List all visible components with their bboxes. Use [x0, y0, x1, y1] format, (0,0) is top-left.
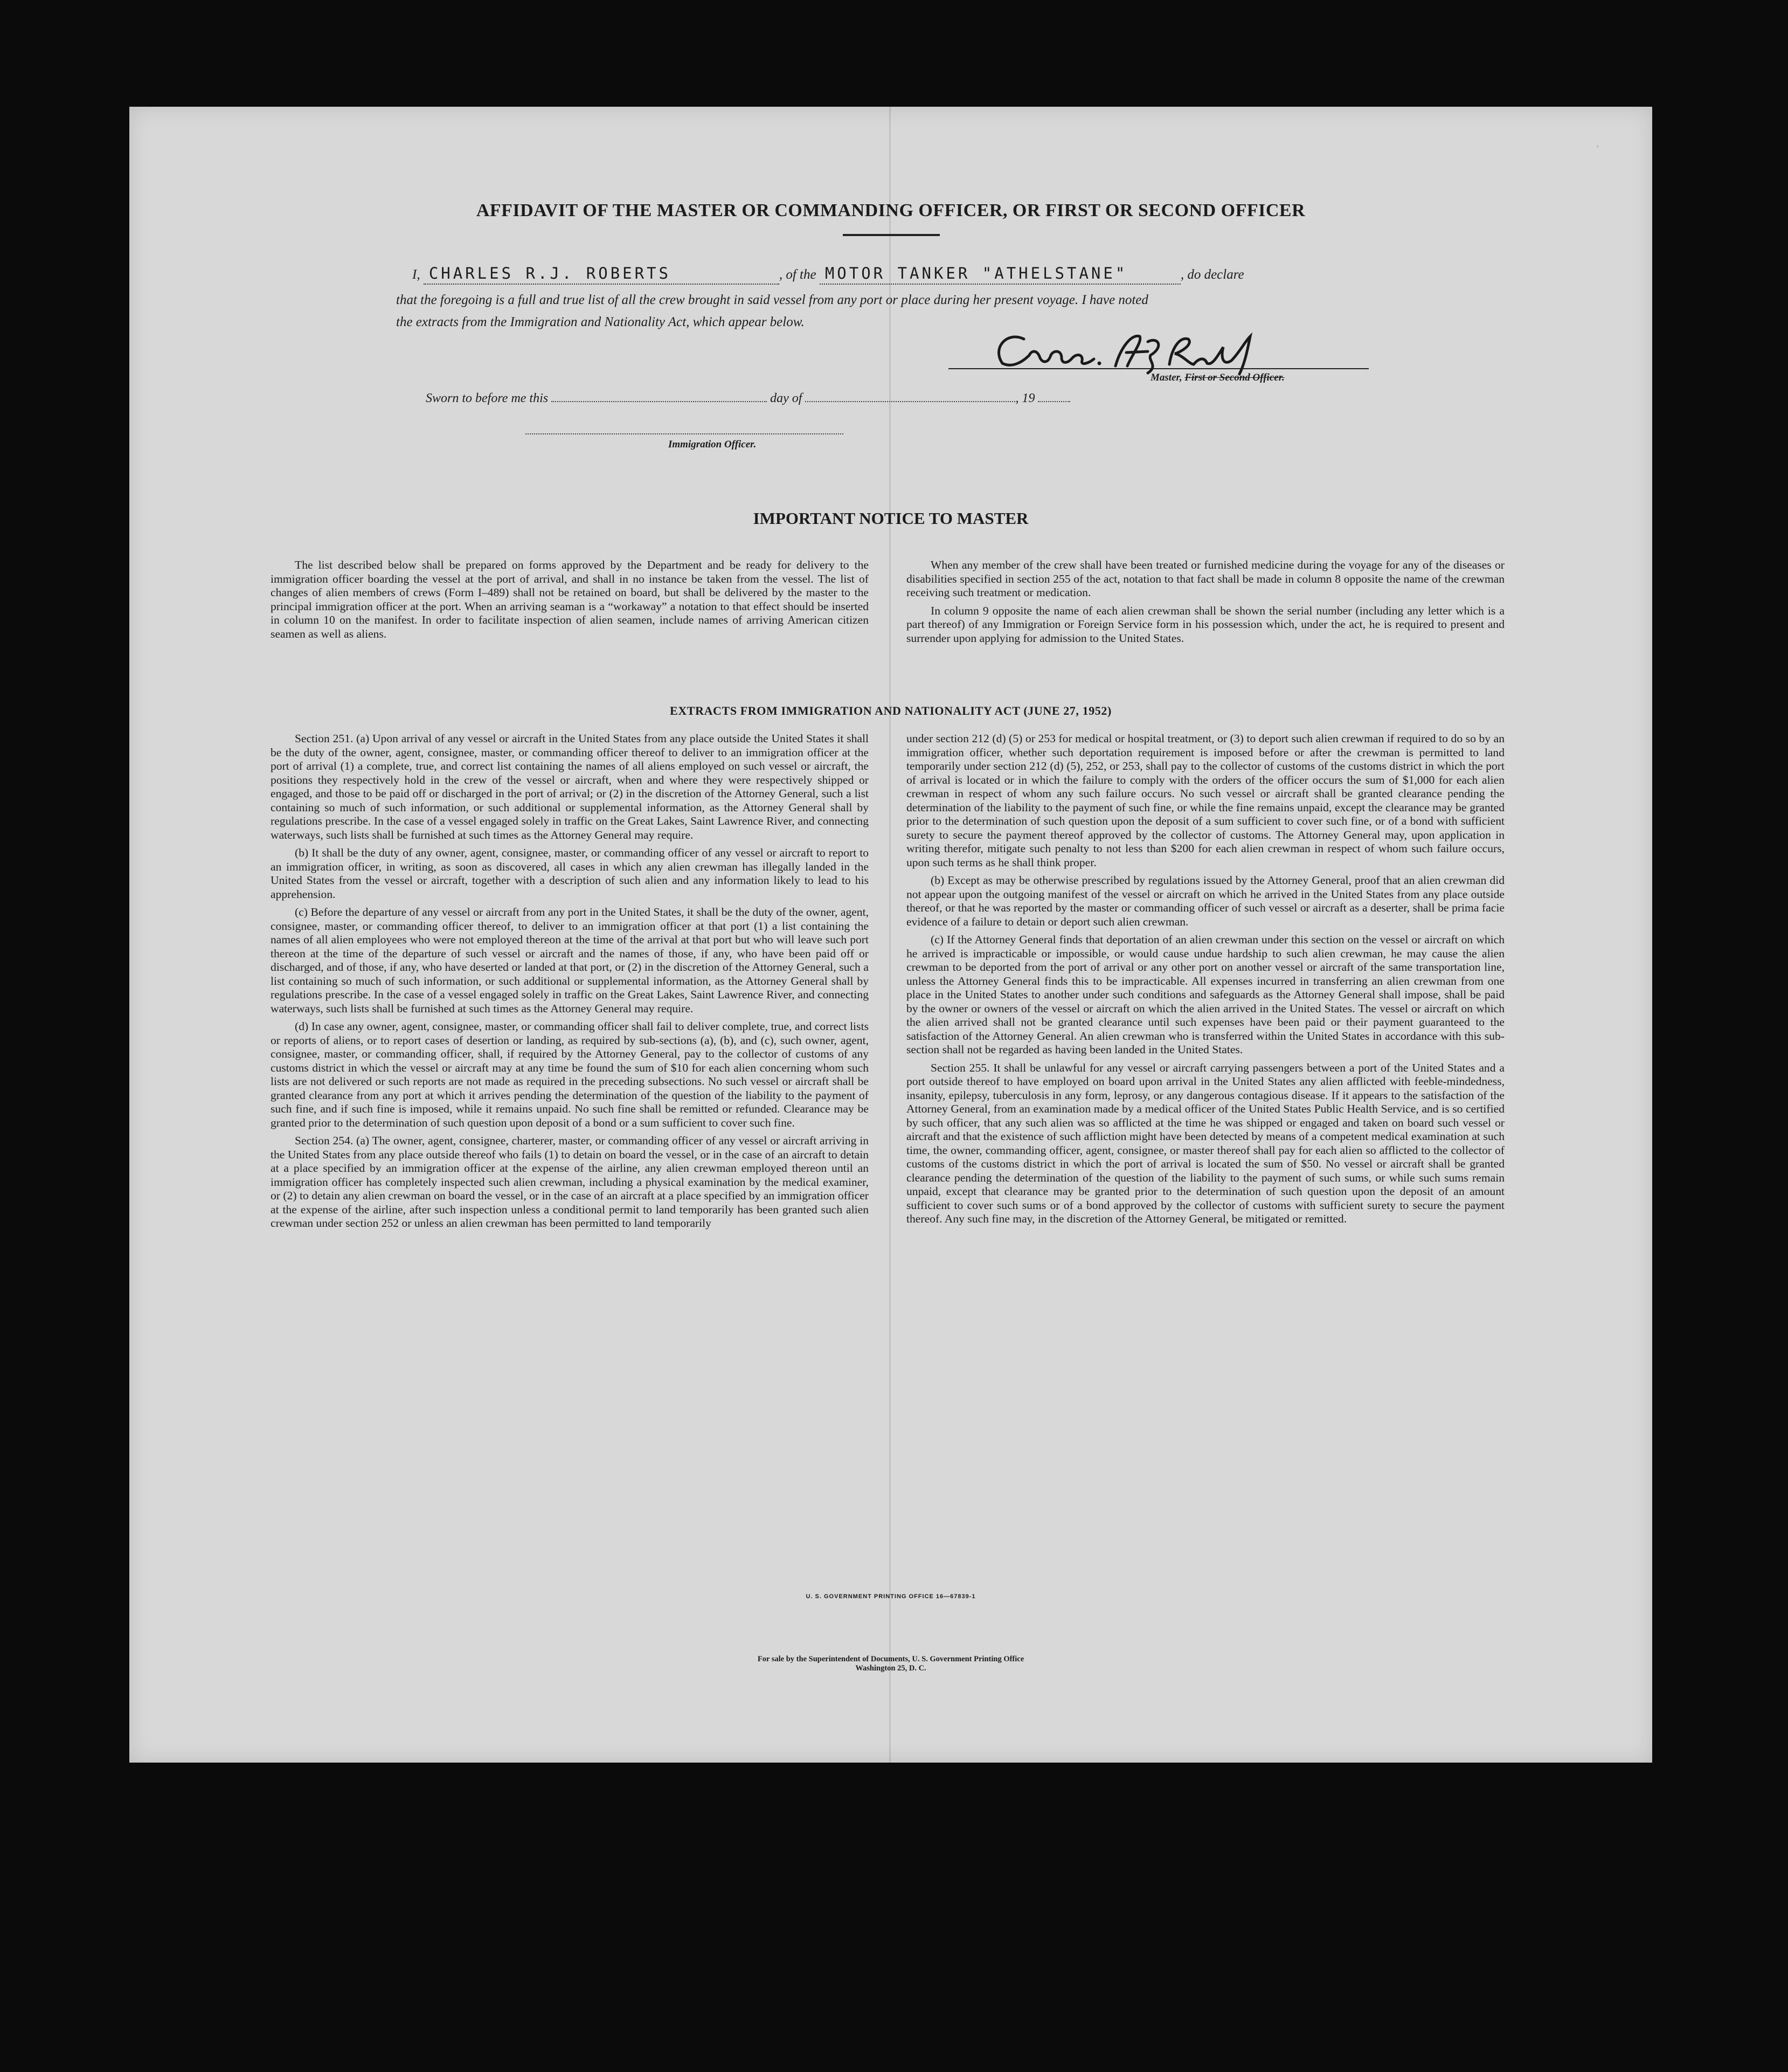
fold-crease	[889, 107, 891, 1763]
for-sale-notice	[129, 1655, 1652, 1673]
master-label-text: Master,	[1151, 372, 1182, 383]
sworn-year-blank	[1038, 391, 1070, 402]
do-declare-label: , do declare	[1180, 267, 1244, 282]
section-paragraph: (b) It shall be the duty of any owner, agent, consignee, master, or commanding officer of any vessel or aircraft to report to an immigration officer, in writing, as soon as discovered, all cases in which any alien crewman has illegally landed in the United States from the vessel or aircraft, together with a description of such alien and any information likely to lead to his apprehension.	[271, 846, 869, 901]
affidavit-title: AFFIDAVIT OF THE MASTER OR COMMANDING OFFICER, OR FIRST OR SECOND OFFICER	[476, 201, 1306, 220]
master-signature	[986, 326, 1266, 379]
section-paragraph: under section 212 (d) (5) or 253 for medical or hospital treatment, or (3) to deport such alien crewman if required to do so by an immigration officer, whether such deportation requirement is imposed before or after the crewman is permitted to land temporarily under section 212 (d) (5), 252, or 253, shall pay to the collector of customs of the customs district in which the port of arrival is located or in which the failure to comply with the orders of the officer occurs the sum of $1,000 for each alien crewman in respect of whom any such failure occurs. No such vessel or aircraft shall be granted clearance pending the determination of the liability to the payment of such fine, or while the fine remains unpaid, except the clearance may be granted prior to the determination of such question upon the deposit of a sum sufficient to cover such fine, or of a bond with sufficient surety to secure the payment thereof approved by the collector of customs. The Attorney General may, upon application in writing therefor, mitigate such penalty to not less than $200 for each alien crewman in respect of whom such failure occurs, upon such terms as he shall think proper.	[906, 732, 1505, 869]
sworn-day-blank	[551, 391, 767, 402]
declaration-line-3: the extracts from the Immigration and Nationality Act, which appear below.	[396, 315, 805, 329]
scan-speck: ·	[1595, 137, 1600, 156]
of-the-label: , of the	[779, 267, 816, 282]
declaration-i: I,	[412, 267, 420, 282]
sworn-prefix: Sworn to before me this	[426, 391, 549, 405]
declaration-line-1	[396, 264, 1447, 285]
notice-left-column	[271, 558, 869, 645]
section-paragraph: (d) In case any owner, agent, consignee, master, or commanding officer shall fail to deliver complete, true, and correct lists or reports of aliens, or to report cases of desertion or landing, as required by sub-sections (a), (b), and (c), such owner, agent, consignee, master, or commanding officer, shall, if required by the Attorney General, pay to the collector of customs of any customs district in which the vessel or aircraft may at any time be found the sum of $10 for each alien concerning whom such lists are not delivered or such reports are not made as required in the preceding subsections. No such vessel or aircraft shall be granted clearance from any port at which it arrives pending the determination of the question of the liability to the payment of such fine, and if such fine is imposed, while it remains unpaid. No such fine shall be remitted or refunded. Clearance may be granted prior to the determination of such question upon deposit of a bond or a sum sufficient to cover such fine.	[271, 1020, 869, 1129]
vessel-name-field: MOTOR TANKER "ATHELSTANE"	[820, 264, 1181, 285]
section-paragraph: Section 251. (a) Upon arrival of any vessel or aircraft in the United States from any place outside the United States it shall be the duty of the owner, agent, consignee, master, or commanding officer thereof to deliver to an immigration officer at the port of arrival (1) a complete, true, and correct list containing the names of all aliens employed on such vessel or aircraft, the positions they respectively hold in the crew of the vessel or aircraft, when and where they were respectively shipped or engaged, and those to be paid off or discharged in the port of arrival; or (2) in the discretion of the Attorney General, such a list containing so much of such information, or such additional or supplemental information, as the Attorney General shall by regulations prescribe. In the case of a vessel engaged solely in traffic on the Great Lakes, Saint Lawrence River, and connecting waterways, such lists shall be furnished at such times as the Attorney General may require.	[271, 732, 869, 841]
section-paragraph: (b) Except as may be otherwise prescribed by regulations issued by the Attorney General, proof that an alien crewman did not appear upon the outgoing manifest of the vessel or aircraft on which he arrived in the United States from any place outside thereof, or that he was reported by the master or commanding officer of such vessel or aircraft as a deserter, shall be prima facie evidence of a failure to detain or deport such alien crewman.	[906, 874, 1505, 928]
section-paragraph: Section 255. It shall be unlawful for any vessel or aircraft carrying passengers between a port of the United States and a port outside thereof to have employed on board upon arrival in the United States any alien afflicted with feeble-mindedness, insanity, epilepsy, tuberculosis in any form, leprosy, or any dangerous contagious disease. If it appears to the satisfaction of the Attorney General, from an examination made by a medical officer of the United States Public Health Service, and is so certified by such officer, that any such alien was so afflicted at the time he was shipped or engaged and taken on board such vessel or aircraft and that the existence of such affliction might have been detected by means of a competent medical examination at such time, the owner, commanding officer, agent, consignee, or master thereof shall pay for each alien so afflicted to the collector of customs of the customs district in which the port of arrival is located the sum of $50. No vessel or aircraft shall be granted clearance pending the determination of the question of the liability to the payment of such sums, or while such sums remain unpaid, except that clearance may be granted prior to the determination of such question upon the deposit of an amount sufficient to cover such sums or of a bond approved by the collector of customs with sufficient surety to secure the payment thereof. Any such fine may, in the discretion of the Attorney General, be mitigated or remitted.	[906, 1061, 1505, 1225]
title-divider	[843, 234, 940, 236]
notice-right-column	[906, 558, 1505, 650]
notice-paragraph: In column 9 opposite the name of each alien crewman shall be shown the serial number (including any letter which is a part thereof) of any Immigration or Foreign Service form in his possession which, under the act, he is required to present and surrender upon applying for admission to the United States.	[906, 604, 1505, 645]
printer-imprint: U. S. GOVERNMENT PRINTING OFFICE 16—67839-1	[806, 1593, 976, 1600]
master-name-field: CHARLES R.J. ROBERTS	[424, 264, 779, 285]
notice-paragraph: The list described below shall be prepared on forms approved by the Department and be ready for delivery to the immigration officer boarding the vessel at the port of arrival, and shall in no instance be taken from the vessel. The list of changes of alien members of crews (Form I–489) shall not be retained on board, but shall be delivered by the master to the principal immigration officer at the port. When an arriving seaman is a “workaway” a notation to that effect should be inserted in column 10 on the manifest. In order to facilitate inspection of alien seamen, include names of arriving American citizen seamen as well as aliens.	[271, 558, 869, 640]
sworn-month-blank	[805, 391, 1015, 402]
struck-officer-label: First or Second Officer.	[1184, 372, 1285, 383]
sworn-day-label: day of	[770, 391, 802, 405]
section-paragraph: (c) Before the departure of any vessel or aircraft from any port in the United States, it shall be the duty of the owner, agent, consignee, master, or commanding officer thereof, to deliver to an immigration officer at that port (1) a list containing the names of all alien employees who were not employed thereon at the time of the arrival at that port but who will leave such port thereon at the time of the departure of such vessel or aircraft and the names of those, if any, who have been paid off or discharged, and of those, if any, who have deserted or landed at that port, or (2) in the discretion of the Attorney General, such a list containing so much of such information, or such additional or supplemental information, as the Attorney General shall by regulations prescribe. In the case of a vessel engaged solely in traffic on the Great Lakes, Saint Lawrence River, and connecting waterways, such lists shall be furnished at such times as the Attorney General may require.	[271, 906, 869, 1015]
sworn-line	[426, 391, 1070, 406]
extracts-left-column	[271, 732, 869, 1235]
notice-paragraph: When any member of the crew shall have been treated or furnished medicine during the voyage for any of the diseases or disabilities specified in section 255 of the act, notation to that fact shall be made in column 8 opposite the name of the crewman receiving such treatment or medication.	[906, 558, 1505, 599]
for-sale-line-2: Washington 25, D. C.	[855, 1664, 926, 1673]
extracts-title: EXTRACTS FROM IMMIGRATION AND NATIONALITY ACT (JUNE 27, 1952)	[670, 704, 1112, 717]
notice-title: IMPORTANT NOTICE TO MASTER	[753, 509, 1029, 528]
form-page	[129, 107, 1652, 1763]
section-paragraph: Section 254. (a) The owner, agent, consignee, charterer, master, or commanding officer of any vessel or aircraft arriving in the United States from any place outside thereof who fails (1) to detain on board the vessel, or in the case of an aircraft to detain at a place specified by an immigration officer at the expense of the airline, any alien crewman employed thereon until an immigration officer has completely inspected such alien crewman, including a physical examination by the medical examiner, or (2) to detain any alien crewman on board the vessel, or in the case of an aircraft at a place specified by an immigration officer at the expense of the airline, after such inspection unless a conditional permit to land temporarily has been granted such alien crewman under section 252 or unless an alien crewman has been permitted to land temporarily	[271, 1134, 869, 1230]
sworn-year-label: , 19	[1015, 391, 1035, 405]
extracts-right-column	[906, 732, 1505, 1231]
master-title-label	[1151, 372, 1285, 384]
immigration-officer-line	[525, 433, 843, 434]
for-sale-line-1: For sale by the Superintendent of Documents, U. S. Government Printing Office	[757, 1655, 1024, 1663]
declaration-line-2: that the foregoing is a full and true list of all the crew brought in said vessel from any port or place during her present voyage. I have noted	[396, 293, 1148, 307]
section-paragraph: (c) If the Attorney General finds that deportation of an alien crewman under this section on the vessel or aircraft on which he arrived is impracticable or impossible, or would cause undue hardship to such alien crewman, he may cause the alien crewman to be deported from the port of arrival or any other port on another vessel or aircraft of the same transportation line, unless the Attorney General finds this to be impracticable. All expenses incurred in transferring an alien crewman from one place in the United States to another under such conditions and safeguards as the Attorney General shall impose, shall be paid by the owner or owners of the vessel or aircraft on which the alien arrived in the United States. The vessel or aircraft on which the alien arrived shall not be granted clearance until such expenses have been paid or their payment guaranteed to the satisfaction of the Attorney General. An alien crewman who is transferred within the United States in accordance with this sub-section shall not be regarded as having been landed in the United States.	[906, 933, 1505, 1056]
immigration-officer-label: Immigration Officer.	[668, 439, 757, 450]
